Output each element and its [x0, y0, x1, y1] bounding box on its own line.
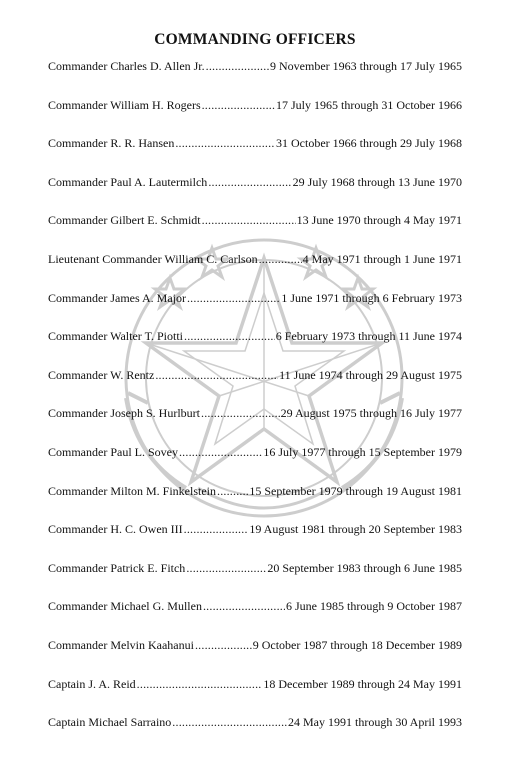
officer-dates: 9 October 1987 through 18 December 1989 — [252, 637, 462, 652]
leader-dots — [201, 406, 280, 421]
officer-dates: 6 February 1973 through 11 June 1974 — [275, 329, 462, 344]
officer-name: Commander R. R. Hansen — [48, 136, 175, 151]
officer-dates: 1 June 1971 through 6 February 1973 — [281, 290, 462, 305]
officer-name: Commander Milton M. Finkelstein — [48, 483, 216, 498]
officer-row — [48, 715, 462, 754]
leader-dots — [137, 677, 263, 692]
officer-dates: 17 July 1965 through 31 October 1966 — [276, 97, 462, 112]
officer-row — [48, 329, 462, 368]
leader-dots — [155, 368, 278, 383]
officer-name: Commander Melvin Kaahanui — [48, 637, 194, 652]
officer-row — [48, 561, 462, 600]
officer-dates: 15 September 1979 through 19 August 1981 — [249, 483, 462, 498]
officer-row — [48, 98, 462, 137]
leader-dots — [184, 522, 249, 537]
officer-dates: 31 October 1966 through 29 July 1968 — [276, 136, 462, 151]
officer-dates: 9 November 1963 through 17 July 1965 — [270, 59, 462, 73]
officer-dates: 6 June 1985 through 9 October 1987 — [286, 599, 462, 614]
officer-name: Commander H. C. Owen III — [48, 522, 183, 537]
officers-list — [48, 59, 462, 754]
officer-row — [48, 368, 462, 407]
leader-dots — [187, 291, 280, 306]
officer-name: Commander Gilbert E. Schmidt — [48, 213, 201, 228]
officer-row — [48, 406, 462, 445]
officer-name: Commander Joseph S. Hurlburt — [48, 406, 200, 421]
officer-dates: 29 July 1968 through 13 June 1970 — [292, 174, 462, 189]
leader-dots — [206, 59, 269, 74]
officer-dates: 20 September 1983 through 6 June 1985 — [267, 560, 462, 575]
leader-dots — [202, 213, 296, 228]
officer-row — [48, 484, 462, 523]
officer-name: Commander Michael G. Mullen — [48, 599, 202, 614]
officer-row — [48, 175, 462, 214]
officer-dates: 13 June 1970 through 4 May 1971 — [296, 213, 462, 228]
officer-name: Commander Patrick E. Fitch — [48, 560, 186, 575]
officer-row — [48, 677, 462, 716]
leader-dots — [184, 329, 275, 344]
officer-name: Commander W. Rentz — [48, 367, 155, 382]
officer-dates: 29 August 1975 through 16 July 1977 — [280, 406, 462, 421]
page-title: COMMANDING OFFICERS — [154, 31, 356, 48]
leader-dots — [179, 445, 262, 460]
leader-dots — [195, 638, 252, 653]
leader-dots — [208, 175, 291, 190]
officer-row — [48, 136, 462, 175]
officer-name: Captain Michael Sarraino — [48, 715, 172, 730]
leader-dots — [186, 561, 266, 576]
leader-dots — [172, 715, 287, 730]
leader-dots — [203, 599, 285, 614]
officer-name: Commander Walter T. Piotti — [48, 329, 184, 344]
officer-name: Commander James A. Major — [48, 290, 186, 305]
officer-dates: 16 July 1977 through 15 September 1979 — [263, 444, 462, 459]
officer-row — [48, 59, 462, 98]
officer-dates: 11 June 1974 through 29 August 1975 — [279, 367, 462, 382]
officer-row — [48, 291, 462, 330]
officer-row — [48, 252, 462, 291]
officer-row — [48, 599, 462, 638]
officer-dates: 18 December 1989 through 24 May 1991 — [263, 676, 462, 691]
officer-row — [48, 522, 462, 561]
officer-name: Commander Paul A. Lautermilch — [48, 174, 208, 189]
officer-name: Commander Paul L. Sovey — [48, 444, 178, 459]
leader-dots — [259, 252, 302, 267]
leader-dots — [217, 484, 248, 499]
leader-dots — [175, 136, 275, 151]
officer-dates: 4 May 1971 through 1 June 1971 — [302, 251, 462, 266]
officer-dates: 24 May 1991 through 30 April 1993 — [288, 715, 462, 730]
officer-row — [48, 445, 462, 484]
leader-dots — [202, 98, 275, 113]
officer-name: Commander Charles D. Allen Jr. — [48, 59, 205, 73]
officer-row — [48, 213, 462, 252]
officer-name: Captain J. A. Reid — [48, 676, 136, 691]
officer-dates: 19 August 1981 through 20 September 1983 — [249, 522, 462, 537]
officer-name: Commander William H. Rogers — [48, 97, 201, 112]
officer-row — [48, 638, 462, 677]
officer-name: Lieutenant Commander William C. Carlson — [48, 251, 258, 266]
